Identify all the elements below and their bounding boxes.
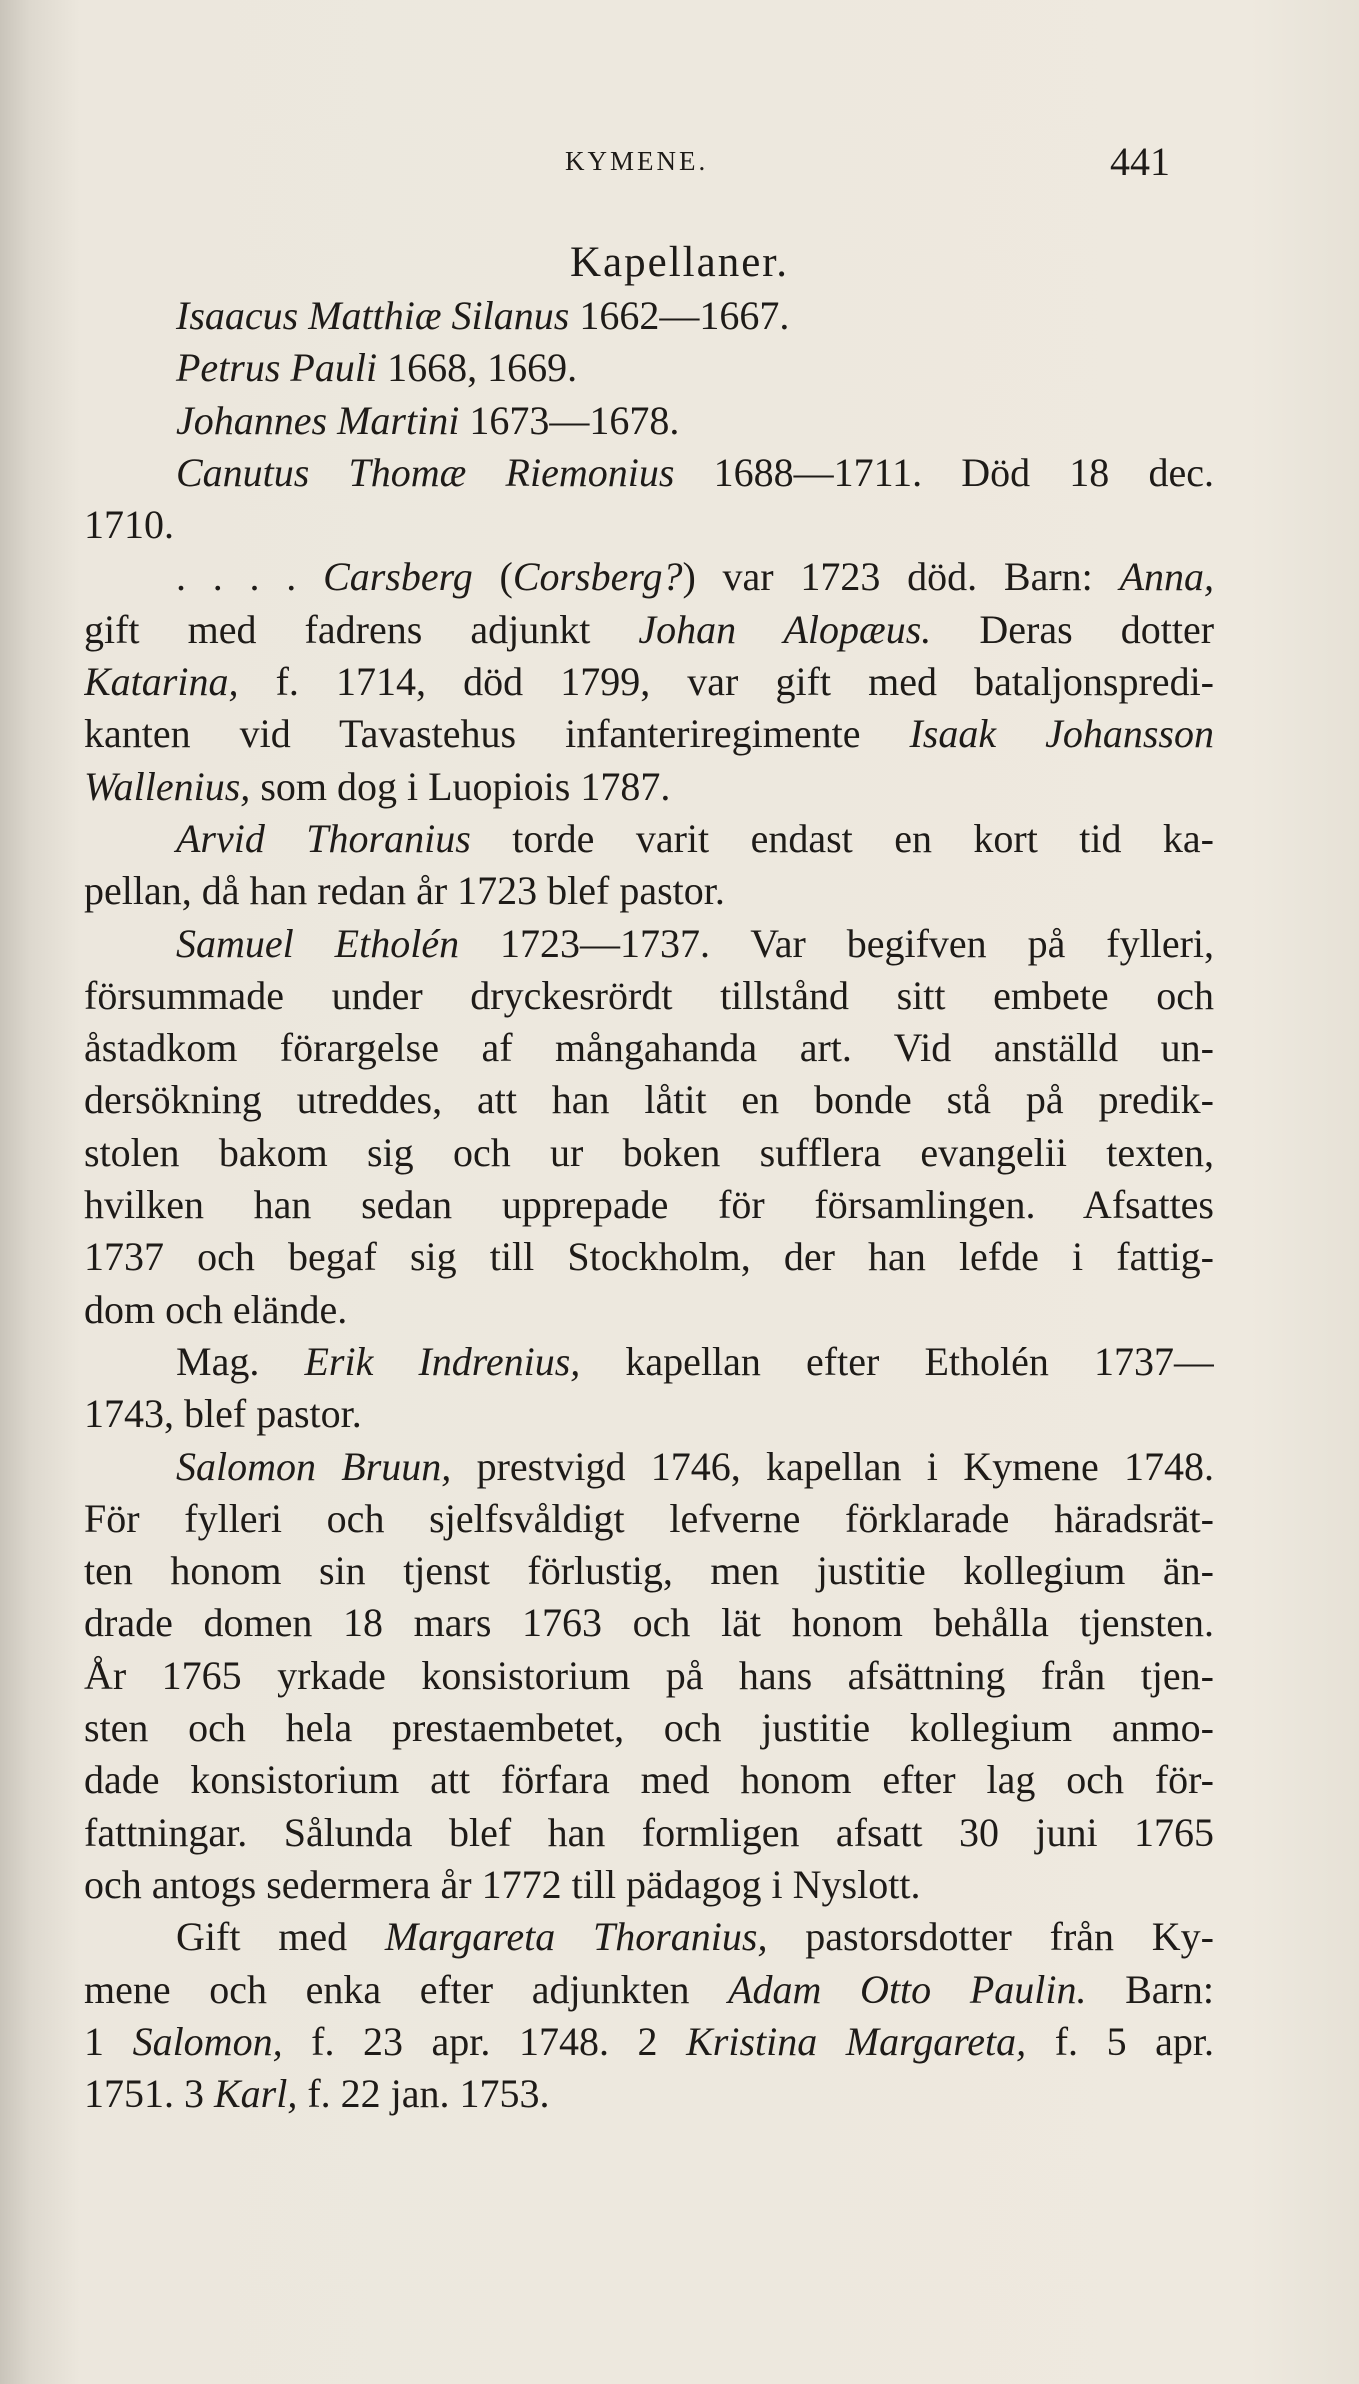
paragraph-etholen-line-8: dom och elände. xyxy=(84,1286,348,1332)
paragraph-etholen-line-4: dersökning utreddes, att han låtit en bonde stå på predik- xyxy=(84,1077,1214,1123)
entry-riemonius: Canutus Thomæ Riemonius 1688—1711. Död 18 dec. xyxy=(176,449,1214,495)
paragraph-etholen-line-5: stolen bakom sig och ur boken sufflera evangelii texten, xyxy=(84,1129,1214,1175)
paragraph-carsberg-line-4: kanten vid Tavastehus infanteriregimente Isaak Johansson xyxy=(84,711,1214,757)
paragraph-etholen-line-7: 1737 och begaf sig till Stockholm, der han lefde i fattig- xyxy=(84,1234,1214,1280)
paragraph-etholen-line-6: hvilken han sedan upprepade för församlingen. Afsattes xyxy=(84,1182,1214,1228)
paragraph-bruun-line-7: dade konsistorium att förfara med honom efter lag och för- xyxy=(84,1757,1214,1803)
section-title: Kapellaner. xyxy=(570,239,789,286)
paragraph-bruun-line-4: drade domen 18 mars 1763 och lät honom behålla tjensten. xyxy=(84,1600,1214,1646)
paragraph-thoranius-line-2: pellan, då han redan år 1723 blef pastor. xyxy=(84,868,725,914)
running-header xyxy=(0,138,1359,188)
paragraph-bruun-line-3: ten honom sin tjenst förlustig, men justitie kollegium än- xyxy=(84,1548,1214,1594)
paragraph-marriage-line-4: 1751. 3 Karl, f. 22 jan. 1753. xyxy=(84,2071,550,2117)
paragraph-carsberg-line-3: Katarina, f. 1714, död 1799, var gift med bataljonspredi- xyxy=(84,659,1214,705)
body-text xyxy=(84,290,1214,2120)
page-number: 441 xyxy=(1110,139,1170,184)
paragraph-bruun-line-8: fattningar. Sålunda blef han formligen afsatt 30 juni 1765 xyxy=(84,1809,1214,1855)
paragraph-thoranius-line-1: Arvid Thoranius torde varit endast en kort tid ka- xyxy=(176,815,1214,861)
paragraph-etholen-line-1: Samuel Etholén 1723—1737. Var begifven på fylleri, xyxy=(176,920,1214,966)
entry-riemonius-cont: 1710. xyxy=(84,502,174,548)
paragraph-bruun-line-9: och antogs sedermera år 1772 till pädagog i Nyslott. xyxy=(84,1861,921,1907)
paragraph-marriage-line-2: mene och enka efter adjunkten Adam Otto Paulin. Barn: xyxy=(84,1966,1214,2012)
paragraph-marriage-line-1: Gift med Margareta Thoranius, pastorsdotter från Ky- xyxy=(176,1914,1214,1960)
paragraph-bruun-line-1: Salomon Bruun, prestvigd 1746, kapellan i Kymene 1748. xyxy=(176,1443,1214,1489)
paragraph-etholen-line-3: åstadkom förargelse af mångahanda art. Vid anställd un- xyxy=(84,1025,1214,1071)
paragraph-etholen-line-2: försummade under dryckesrördt tillstånd sitt embete och xyxy=(84,972,1214,1018)
paragraph-bruun-line-5: År 1765 yrkade konsistorium på hans afsättning från tjen- xyxy=(84,1652,1214,1698)
paragraph-carsberg-line-2: gift med fadrens adjunkt Johan Alopæus. Deras dotter xyxy=(84,606,1214,652)
header-title: KYMENE. xyxy=(565,146,709,176)
paragraph-carsberg-line-1: . . . . Carsberg (Corsberg?) var 1723 död. Barn: Anna, xyxy=(176,554,1214,600)
paragraph-bruun-line-2: För fylleri och sjelfsvåldigt lefverne förklarade häradsrät- xyxy=(84,1495,1214,1541)
entry-martini: Johannes Martini 1673—1678. xyxy=(176,397,680,443)
paragraph-marriage-line-3: 1 Salomon, f. 23 apr. 1748. 2 Kristina Margareta, f. 5 apr. xyxy=(84,2018,1214,2064)
entry-silanus: Isaacus Matthiæ Silanus 1662—1667. xyxy=(176,293,790,338)
entry-pauli: Petrus Pauli 1668, 1669. xyxy=(176,345,578,391)
paragraph-indrenius-line-1: Mag. Erik Indrenius, kapellan efter Etholén 1737— xyxy=(176,1338,1214,1384)
paragraph-indrenius-line-2: 1743, blef pastor. xyxy=(84,1391,362,1437)
paragraph-bruun-line-6: sten och hela prestaembetet, och justitie kollegium anmo- xyxy=(84,1705,1214,1751)
paragraph-carsberg-line-5: Wallenius, som dog i Luopiois 1787. xyxy=(84,763,671,809)
